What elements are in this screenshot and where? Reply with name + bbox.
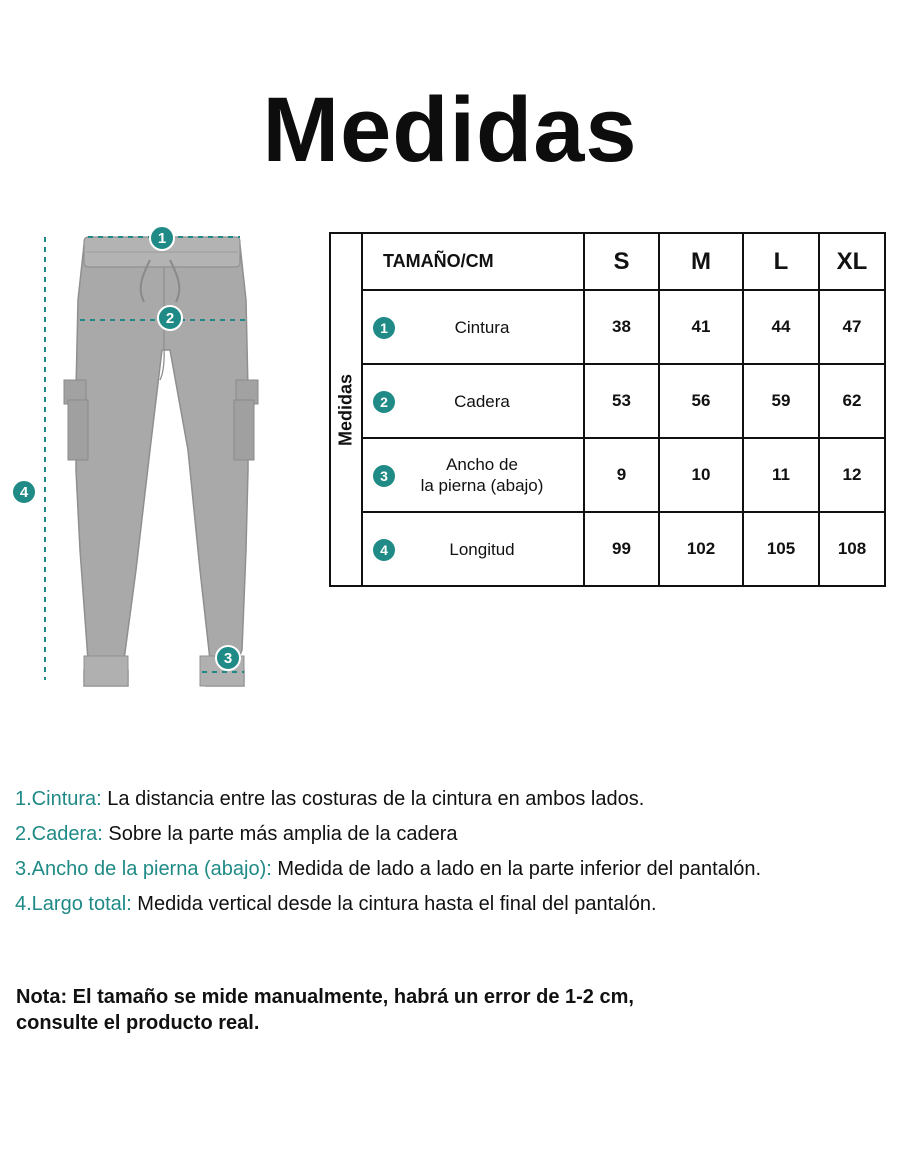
row-number-badge: 1 xyxy=(373,317,395,339)
value-cell: 41 xyxy=(659,290,743,364)
header-size-s: S xyxy=(584,233,659,290)
header-size-m: M xyxy=(659,233,743,290)
vertical-label: Medidas xyxy=(335,373,356,446)
value-cell: 12 xyxy=(819,438,885,512)
value-cell: 9 xyxy=(584,438,659,512)
note-key: 2.Cadera: xyxy=(15,823,103,845)
note-item xyxy=(15,887,895,922)
marker-4-label: 4 xyxy=(19,484,29,501)
value-cell: 59 xyxy=(743,364,819,438)
marker-2-label: 2 xyxy=(165,310,175,327)
note-text: La distancia entre las costuras de la cintura en ambos lados. xyxy=(101,788,645,810)
note-item xyxy=(15,817,895,852)
header-name: TAMAÑO/CM xyxy=(362,233,584,290)
note-key: 1.Cintura: xyxy=(15,788,102,810)
note-key: 3.Ancho de la pierna (abajo): xyxy=(15,858,272,880)
marker-1 xyxy=(150,226,174,250)
measurement-notes xyxy=(15,782,895,922)
value-cell: 38 xyxy=(584,290,659,364)
row-label: Cintura xyxy=(454,317,510,337)
row-number-badge: 3 xyxy=(373,465,395,487)
row-name-longitud xyxy=(362,512,584,586)
marker-3 xyxy=(216,646,240,670)
note-text: Medida de lado a lado en la parte inferior del pantalón. xyxy=(271,858,762,880)
value-cell: 105 xyxy=(743,512,819,586)
disclaimer-note: Nota: El tamaño se mide manualmente, habrá un error de 1-2 cm, consulte el producto real. xyxy=(16,986,634,1034)
row-label: Longitud xyxy=(449,539,515,559)
marker-1-label: 1 xyxy=(157,230,167,247)
value-cell: 99 xyxy=(584,512,659,586)
value-cell: 47 xyxy=(819,290,885,364)
row-number-badge: 2 xyxy=(373,391,395,413)
header-size-xl: XL xyxy=(819,233,885,290)
size-table xyxy=(329,232,886,587)
table-header-row xyxy=(330,233,885,290)
value-cell: 53 xyxy=(584,364,659,438)
marker-3-label: 3 xyxy=(223,650,233,667)
value-cell: 56 xyxy=(659,364,743,438)
value-cell: 10 xyxy=(659,438,743,512)
cuff-left xyxy=(84,656,128,686)
note-text: Sobre la parte más amplia de la cadera xyxy=(102,823,458,845)
value-cell: 44 xyxy=(743,290,819,364)
marker-2 xyxy=(158,306,182,330)
value-cell: 11 xyxy=(743,438,819,512)
table-row xyxy=(330,438,885,512)
note-key: 4.Largo total: xyxy=(15,893,132,915)
row-label: Cadera xyxy=(454,391,510,411)
table-row xyxy=(330,512,885,586)
row-name-cintura xyxy=(362,290,584,364)
row-number-badge: 4 xyxy=(373,539,395,561)
value-cell: 102 xyxy=(659,512,743,586)
value-cell: 62 xyxy=(819,364,885,438)
row-name-cadera xyxy=(362,364,584,438)
marker-4 xyxy=(12,480,36,504)
note-item xyxy=(15,782,895,817)
table-row xyxy=(330,290,885,364)
table-row xyxy=(330,364,885,438)
pants-icon xyxy=(0,220,290,700)
note-item xyxy=(15,852,895,887)
row-label: Ancho de la pierna (abajo) xyxy=(420,455,544,495)
vertical-label-cell xyxy=(330,233,362,586)
note-text: Medida vertical desde la cintura hasta el final del pantalón. xyxy=(131,893,657,915)
page-title: Medidas xyxy=(262,79,638,181)
header-size-l: L xyxy=(743,233,819,290)
pants-illustration xyxy=(0,220,290,700)
value-cell: 108 xyxy=(819,512,885,586)
row-name-ancho xyxy=(362,438,584,512)
